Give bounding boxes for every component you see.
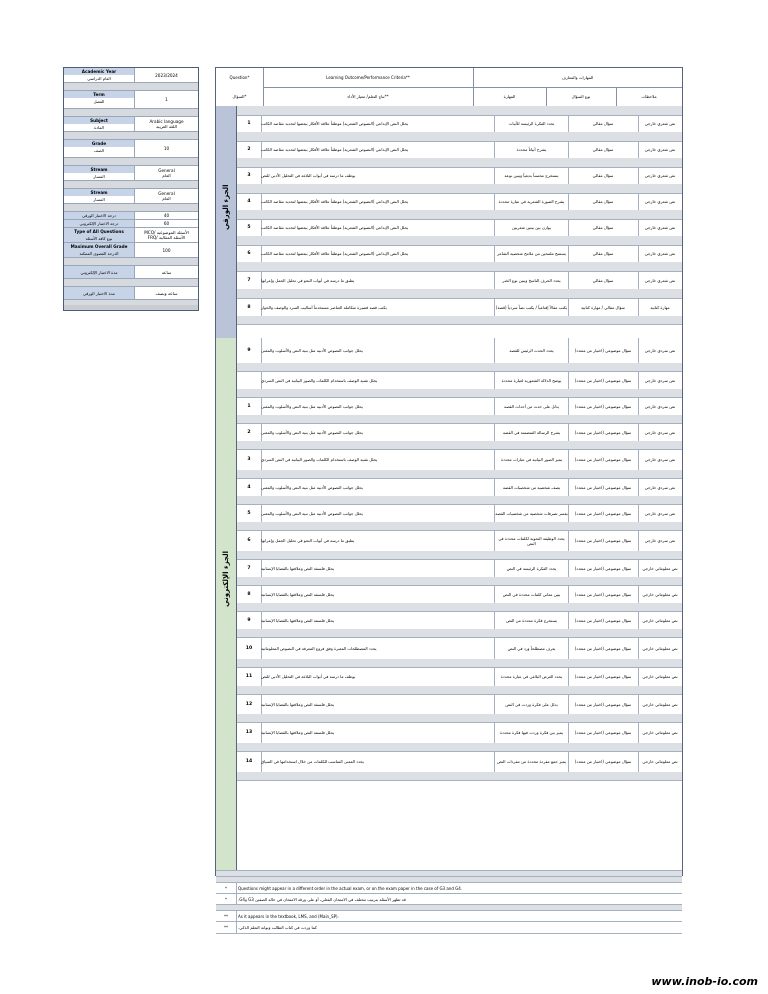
exam-structure-table bbox=[215, 67, 683, 930]
learning-outcome: يطبق ما درسه في أبواب النحو في تحليل الجمل وإعرابها bbox=[261, 530, 495, 551]
label-ar: مدة الاختبار الإلكتروني bbox=[64, 266, 134, 278]
question-number: 4 bbox=[237, 478, 262, 496]
label-ar: نوع كافة الأسئلة bbox=[64, 235, 134, 242]
question-number: 8 bbox=[237, 298, 262, 316]
notes: نص معلوماتي خارجي bbox=[642, 645, 678, 651]
notes: نص شعري خارجي bbox=[644, 121, 676, 126]
learning-outcome: يوظف ما درسه في أبواب البلاغة في التحليل الأدبي للنص bbox=[261, 667, 495, 686]
e-duration-row bbox=[64, 266, 198, 279]
divider bbox=[64, 158, 198, 166]
label-en: Type of All Questions bbox=[64, 228, 134, 235]
value: ساعة bbox=[161, 269, 172, 275]
table-row bbox=[237, 478, 682, 497]
skill: يحدد الفكرة الرئيسة في النص bbox=[495, 559, 569, 577]
question-type: سؤال مقالي bbox=[568, 219, 639, 236]
skill: يميز بين فكرة وردت فيها فكرة محددة bbox=[495, 722, 569, 743]
learning-outcome: يحلل جوانب النصوص الأدبية مثل بنية النص والأسلوب والمعنى bbox=[261, 504, 495, 522]
table-row bbox=[237, 219, 682, 237]
notes: نص شعري خارجي bbox=[644, 173, 676, 178]
question-number: 6 bbox=[237, 530, 262, 551]
question-number: 7 bbox=[237, 271, 262, 289]
table-row bbox=[237, 751, 682, 773]
section-paper-band bbox=[216, 106, 237, 338]
notes: نص معلوماتي خارجي bbox=[642, 674, 678, 679]
learning-outcome: يحلل فلسفة النص وعلاقتها بالقضايا الإنسانية bbox=[261, 611, 495, 629]
value-group bbox=[135, 228, 198, 242]
question-number: 9 bbox=[237, 611, 262, 629]
skill: يحدد الحدث الرئيس للقصة bbox=[495, 338, 569, 363]
skill: يكتب مقالاً إقناعياً / يكتب نصاً سردياً (قصة) bbox=[495, 298, 569, 316]
label-en: Stream bbox=[64, 166, 134, 173]
learning-outcome: يحلل النص الإبداعي (النصوص الشعرية) موظفاً علاقة الأفكار ببعضها لتحديد مقاصد الكاتب bbox=[261, 115, 495, 132]
max-grade-row bbox=[64, 243, 198, 258]
header-skills: المهارات والمعارف bbox=[561, 75, 594, 80]
skill: يحدد الغرض البلاغي في عبارة محددة bbox=[495, 667, 569, 686]
skill: يحدد الفكرة الرئيسة للأبيات bbox=[495, 115, 569, 132]
learning-outcome: يحدد المصطلحات المعبرة وفق فروع المعرفة في النصوص المعلوماتية bbox=[261, 637, 495, 659]
question-type: سؤال موضوعي (اختيار من متعدد) bbox=[568, 371, 639, 389]
term-row bbox=[64, 91, 198, 109]
divider bbox=[64, 181, 198, 189]
skill: يستخرج محسناً بديعياً ويبين نوعه bbox=[495, 167, 569, 184]
notes: نص شعري خارجي bbox=[644, 277, 676, 283]
learning-outcome: يوظف ما درسه في أبواب البلاغة في التحليل الأدبي للنص bbox=[261, 167, 495, 184]
skill: يصف شخصية من شخصيات القصة bbox=[495, 478, 569, 496]
value-ar: العام bbox=[162, 196, 171, 201]
question-type: سؤال مقالي bbox=[568, 245, 639, 262]
skill: يشرح أبياتاً محددة bbox=[495, 141, 569, 158]
question-number: 3 bbox=[237, 449, 262, 470]
question-number: 3 bbox=[237, 167, 262, 184]
label-ar: المادة bbox=[94, 125, 104, 130]
row-separator bbox=[237, 772, 682, 781]
value-ar: العام bbox=[162, 173, 171, 178]
learning-outcome: يحلل جوانب النصوص الأدبية مثل بنية النص والأسلوب والمعنى bbox=[261, 397, 495, 415]
notes: نص سردي خارجي bbox=[644, 538, 676, 543]
skill: يدلل على حدث من أحداث القصة bbox=[495, 397, 569, 415]
notes: نص معلوماتي خارجي bbox=[642, 730, 678, 735]
note-text: Questions might appear in a different order in the actual exam, or on the exam paper in the case of G3 and G4. bbox=[238, 886, 463, 891]
efficient-marks-row bbox=[64, 220, 198, 228]
learning-outcome: يحلل تقنية الوصف باستخدام الكلمات والصور البيانية في النص السردي bbox=[261, 371, 495, 389]
table-row bbox=[237, 115, 682, 133]
question-type: سؤال موضوعي (اختيار من متعدد) bbox=[568, 449, 639, 470]
watermark: www.inob-io.com bbox=[651, 975, 758, 988]
question-type: سؤال موضوعي (اختيار من متعدد) bbox=[568, 611, 639, 629]
question-number: 12 bbox=[237, 694, 262, 714]
question-number bbox=[237, 371, 262, 389]
notes: نص معلوماتي خارجي bbox=[642, 565, 678, 571]
learning-outcome: يحلل تقنية الوصف باستخدام الكلمات والصور البيانية في النص السردي bbox=[261, 449, 495, 470]
stream-row-2 bbox=[64, 189, 198, 204]
note-mark: * bbox=[216, 883, 237, 894]
question-type-row bbox=[64, 228, 198, 243]
label-ar: المسار bbox=[93, 197, 105, 202]
learning-outcome: يحلل النص الإبداعي (النصوص الشعرية) موظفاً علاقة الأفكار ببعضها لتحديد مقاصد الكاتب bbox=[261, 141, 495, 158]
header-lo-ar: نتاج التعلم/ معيار الأداء** bbox=[347, 94, 389, 99]
question-type: سؤال موضوعي (اختيار من متعدد) bbox=[568, 478, 639, 496]
note-text: As it appears in the textbook, LMS, and (Main_SP). bbox=[238, 914, 339, 919]
notes: نص سردي خارجي bbox=[644, 484, 676, 490]
table-row bbox=[237, 167, 682, 185]
question-type: سؤال مقالي bbox=[568, 271, 639, 289]
learning-outcome: يحلل جوانب النصوص الأدبية مثل بنية النص والأسلوب والمعنى bbox=[261, 478, 495, 496]
divider bbox=[64, 109, 198, 117]
note-mark: ** bbox=[216, 922, 237, 933]
notes: نص شعري خارجي bbox=[644, 225, 676, 230]
value: MCQ/ الأسئلة الموضوعية bbox=[144, 230, 189, 235]
notes: نص سردي خارجي bbox=[644, 348, 676, 353]
p-duration-row bbox=[64, 287, 198, 300]
table-row bbox=[237, 141, 682, 159]
question-number: 14 bbox=[237, 751, 262, 772]
question-number: 1 bbox=[237, 115, 262, 132]
table-row bbox=[237, 559, 682, 578]
question-type: سؤال موضوعي (اختيار من متعدد) bbox=[568, 423, 639, 441]
label-ar: درجة الاختبار الإلكتروني bbox=[64, 220, 134, 227]
value: General bbox=[158, 168, 175, 173]
label-en: Term bbox=[64, 91, 134, 98]
notes: مهارة كتابية bbox=[650, 304, 670, 310]
notes: نص شعري خارجي bbox=[644, 251, 676, 256]
question-type: سؤال موضوعي (اختيار من متعدد) bbox=[568, 722, 639, 743]
notes: نص معلوماتي خارجي bbox=[642, 591, 678, 597]
label-ar: الدرجة القصوى الممكنة bbox=[64, 250, 134, 257]
question-number: 5 bbox=[237, 504, 262, 522]
table-row bbox=[237, 667, 682, 687]
learning-outcome: يحلل النص الإبداعي (النصوص الشعرية) موظفاً علاقة الأفكار ببعضها لتحديد مقاصد الكاتب bbox=[261, 193, 495, 210]
value: ساعة ونصف bbox=[155, 290, 178, 296]
learning-outcome: يحلل فلسفة النص وعلاقتها بالقضايا الإنسانية bbox=[261, 694, 495, 714]
learning-outcome: يحلل النص الإبداعي (النصوص الشعرية) موظفاً علاقة الأفكار ببعضها لتحديد مقاصد الكاتب bbox=[261, 245, 495, 262]
question-type: سؤال مقالي / مهارة كتابية bbox=[568, 298, 639, 316]
value: 2023/2024 bbox=[155, 72, 178, 78]
header-question-ar: السؤال* bbox=[232, 94, 247, 99]
label-en: Grade bbox=[64, 140, 134, 147]
skill: يشرح الصورة الشعرية في عبارة محددة bbox=[495, 193, 569, 210]
question-type: سؤال موضوعي (اختيار من متعدد) bbox=[568, 694, 639, 714]
learning-outcome: يحلل فلسفة النص وعلاقتها بالقضايا الإنسانية bbox=[261, 559, 495, 577]
table-row bbox=[237, 397, 682, 416]
divider bbox=[64, 83, 198, 91]
skill: يفسر تصرفات شخصية من شخصيات القصة bbox=[495, 504, 569, 522]
table-row bbox=[237, 423, 682, 442]
label-ar: درجة الاختبار الورقي bbox=[64, 212, 134, 219]
note-mark: * bbox=[216, 894, 237, 905]
value: General bbox=[158, 191, 175, 196]
notes: نص شعري خارجي bbox=[644, 147, 676, 152]
question-type: سؤال مقالي bbox=[568, 141, 639, 158]
divider bbox=[64, 132, 198, 140]
table-row bbox=[237, 637, 682, 660]
value: 40 bbox=[163, 213, 170, 218]
table-row bbox=[237, 371, 682, 390]
question-number: 6 bbox=[237, 245, 262, 262]
question-number: 11 bbox=[237, 667, 262, 686]
question-type: سؤال مقالي bbox=[568, 115, 639, 132]
skill: يحدد الوظيفة النحوية لكلمات محددة في النص bbox=[495, 530, 569, 551]
value-group bbox=[135, 166, 198, 180]
question-type: سؤال موضوعي (اختيار من متعدد) bbox=[568, 338, 639, 363]
section-paper-label: الجزء الورقي bbox=[222, 184, 230, 230]
skill: يستنتج ملمحين من ملامح شخصية الشاعر bbox=[495, 245, 569, 262]
skill: يميز الصور البيانية في عبارات محددة bbox=[495, 449, 569, 470]
subject-row bbox=[64, 117, 198, 132]
learning-outcome: يحلل فلسفة النص وعلاقتها بالقضايا الإنسانية bbox=[261, 585, 495, 603]
label-ar: العام الدراسي bbox=[87, 76, 111, 81]
question-number: 13 bbox=[237, 722, 262, 743]
question-number: 8 bbox=[237, 585, 262, 603]
divider bbox=[64, 279, 198, 287]
table-row bbox=[237, 245, 682, 263]
skill: يشرح الرسالة المتضمنة في القصة bbox=[495, 423, 569, 441]
label-en: Stream bbox=[64, 189, 134, 196]
label-ar: الفصل bbox=[93, 99, 105, 104]
question-number: 7 bbox=[237, 559, 262, 577]
divider bbox=[546, 87, 547, 106]
grade-row bbox=[64, 140, 198, 158]
divider bbox=[64, 305, 198, 310]
question-type: سؤال موضوعي (اختيار من متعدد) bbox=[568, 751, 639, 772]
learning-outcome: يكتب قصة قصيرة متكاملة العناصر مستخدماً أساليب السرد والوصف والحوار bbox=[261, 298, 495, 316]
question-type: سؤال موضوعي (اختيار من متعدد) bbox=[568, 559, 639, 577]
question-number: 1 bbox=[237, 397, 262, 415]
question-number: 2 bbox=[237, 423, 262, 441]
question-type: سؤال موضوعي (اختيار من متعدد) bbox=[568, 530, 639, 551]
footer-note-2-ar bbox=[216, 921, 682, 934]
value: 100 bbox=[162, 247, 171, 253]
table-row bbox=[237, 722, 682, 744]
notes: نص شعري خارجي bbox=[644, 199, 676, 204]
table-row bbox=[237, 694, 682, 715]
value: Arabic language bbox=[149, 119, 184, 124]
header-type: نوع السؤال bbox=[571, 94, 591, 99]
table-row bbox=[237, 530, 682, 552]
section-efficient-label: الجزء الإلكتروني bbox=[222, 550, 230, 607]
note-mark: ** bbox=[216, 911, 237, 922]
header-skill: المهارة bbox=[503, 94, 516, 99]
table-header bbox=[216, 68, 682, 107]
notes: نص معلوماتي خارجي bbox=[642, 701, 678, 707]
learning-outcome: يحلل فلسفة النص وعلاقتها بالقضايا الإنسانية bbox=[261, 722, 495, 743]
header-notes: ملاحظات bbox=[641, 94, 657, 99]
notes: نص معلوماتي خارجي bbox=[642, 617, 678, 623]
value: 60 bbox=[163, 221, 170, 226]
label-ar: مدة الاختبار الورقي bbox=[64, 287, 134, 299]
value-ar: اللغة العربية bbox=[156, 124, 177, 129]
label-ar: المسار bbox=[93, 174, 105, 179]
table-row bbox=[237, 193, 682, 211]
skill: يعرف مصطلحاً ورد في النص bbox=[495, 637, 569, 659]
question-number: 10 bbox=[237, 637, 262, 659]
row-separator bbox=[237, 316, 682, 325]
stream-row bbox=[64, 166, 198, 181]
divider bbox=[64, 258, 198, 266]
skill: يميز جمع مفردة محددة من مفردات النص bbox=[495, 751, 569, 772]
question-number: 9 bbox=[237, 338, 262, 363]
value-group bbox=[135, 117, 198, 131]
notes: نص سردي خارجي bbox=[644, 377, 676, 383]
question-number: 4 bbox=[237, 193, 262, 210]
label-en: Maximum Overall Grade bbox=[64, 243, 134, 250]
table-row bbox=[237, 449, 682, 471]
question-type: سؤال موضوعي (اختيار من متعدد) bbox=[568, 667, 639, 686]
question-type: سؤال مقالي bbox=[568, 167, 639, 184]
skill: يبين معاني كلمات محددة في النص bbox=[495, 585, 569, 603]
paper-marks-row bbox=[64, 212, 198, 220]
learning-outcome: يحلل جوانب النصوص الأدبية مثل بنية النص والأسلوب والمعنى bbox=[261, 423, 495, 441]
value: 1 bbox=[165, 97, 168, 102]
header-lo: Learning Outcome/Performance Criteria** bbox=[326, 75, 410, 80]
divider bbox=[64, 204, 198, 212]
divider bbox=[263, 87, 682, 88]
note-text: قد تظهر الأسئلة بترتيب مختلف في الامتحان الفعلي، أو على ورقة الامتحان في حالة الصفين G3 وG4. bbox=[238, 897, 406, 902]
section-efficient-band bbox=[216, 338, 237, 870]
value-group bbox=[135, 189, 198, 203]
skill: يحدد الحرف الناسخ ويبين نوع الخبر bbox=[495, 271, 569, 289]
learning-outcome: يحلل النص الإبداعي (النصوص الشعرية) موظفاً علاقة الأفكار ببعضها لتحديد مقاصد الكاتب bbox=[261, 219, 495, 236]
question-type: سؤال موضوعي (اختيار من متعدد) bbox=[568, 585, 639, 603]
learning-outcome: يحدد المعنى المناسب للكلمات من خلال استخدامها في السياق bbox=[261, 751, 495, 772]
table-row bbox=[237, 338, 682, 364]
value-2: FRQ/ الأسئلة المقالية bbox=[147, 235, 186, 240]
skill: يوضح الدلالة الشعورية لعبارة محددة bbox=[495, 371, 569, 389]
question-type: سؤال موضوعي (اختيار من متعدد) bbox=[568, 397, 639, 415]
value: 10 bbox=[163, 146, 170, 151]
label-en: Academic Year bbox=[64, 68, 134, 75]
question-type: سؤال مقالي bbox=[568, 193, 639, 210]
question-type: سؤال موضوعي (اختيار من متعدد) bbox=[568, 637, 639, 659]
note-text: كما وردت في كتاب الطالب وبوابة التعلم الذكي. bbox=[238, 925, 317, 930]
learning-outcome: يحلل جوانب النصوص الأدبية مثل بنية النص والأسلوب والمعنى bbox=[261, 338, 495, 363]
academic-year-row bbox=[64, 68, 198, 83]
skill: يستخرج فكرة محددة من النص bbox=[495, 611, 569, 629]
question-type: سؤال موضوعي (اختيار من متعدد) bbox=[568, 504, 639, 522]
label-en: Subject bbox=[64, 117, 134, 124]
skill: يوازن بين بيتين شعريين bbox=[495, 219, 569, 236]
header-question: Question* bbox=[229, 75, 250, 80]
notes: نص سردي خارجي bbox=[644, 403, 676, 409]
notes: نص سردي خارجي bbox=[644, 510, 676, 516]
skill: يدلل على فكرة وردت في النص bbox=[495, 694, 569, 714]
table-row bbox=[237, 271, 682, 290]
notes: نص سردي خارجي bbox=[644, 457, 676, 462]
divider bbox=[616, 87, 617, 106]
label-ar: الصف bbox=[94, 148, 104, 153]
table-row bbox=[237, 298, 682, 317]
notes: نص سردي خارجي bbox=[644, 429, 676, 435]
question-number: 5 bbox=[237, 219, 262, 236]
table-row bbox=[237, 504, 682, 523]
table-row bbox=[237, 585, 682, 604]
notes: نص معلوماتي خارجي bbox=[642, 759, 678, 764]
learning-outcome: يطبق ما درسه في أبواب النحو في تحليل الجمل وإعرابها bbox=[261, 271, 495, 289]
info-panel bbox=[63, 67, 199, 311]
question-number: 2 bbox=[237, 141, 262, 158]
table-row bbox=[237, 611, 682, 630]
